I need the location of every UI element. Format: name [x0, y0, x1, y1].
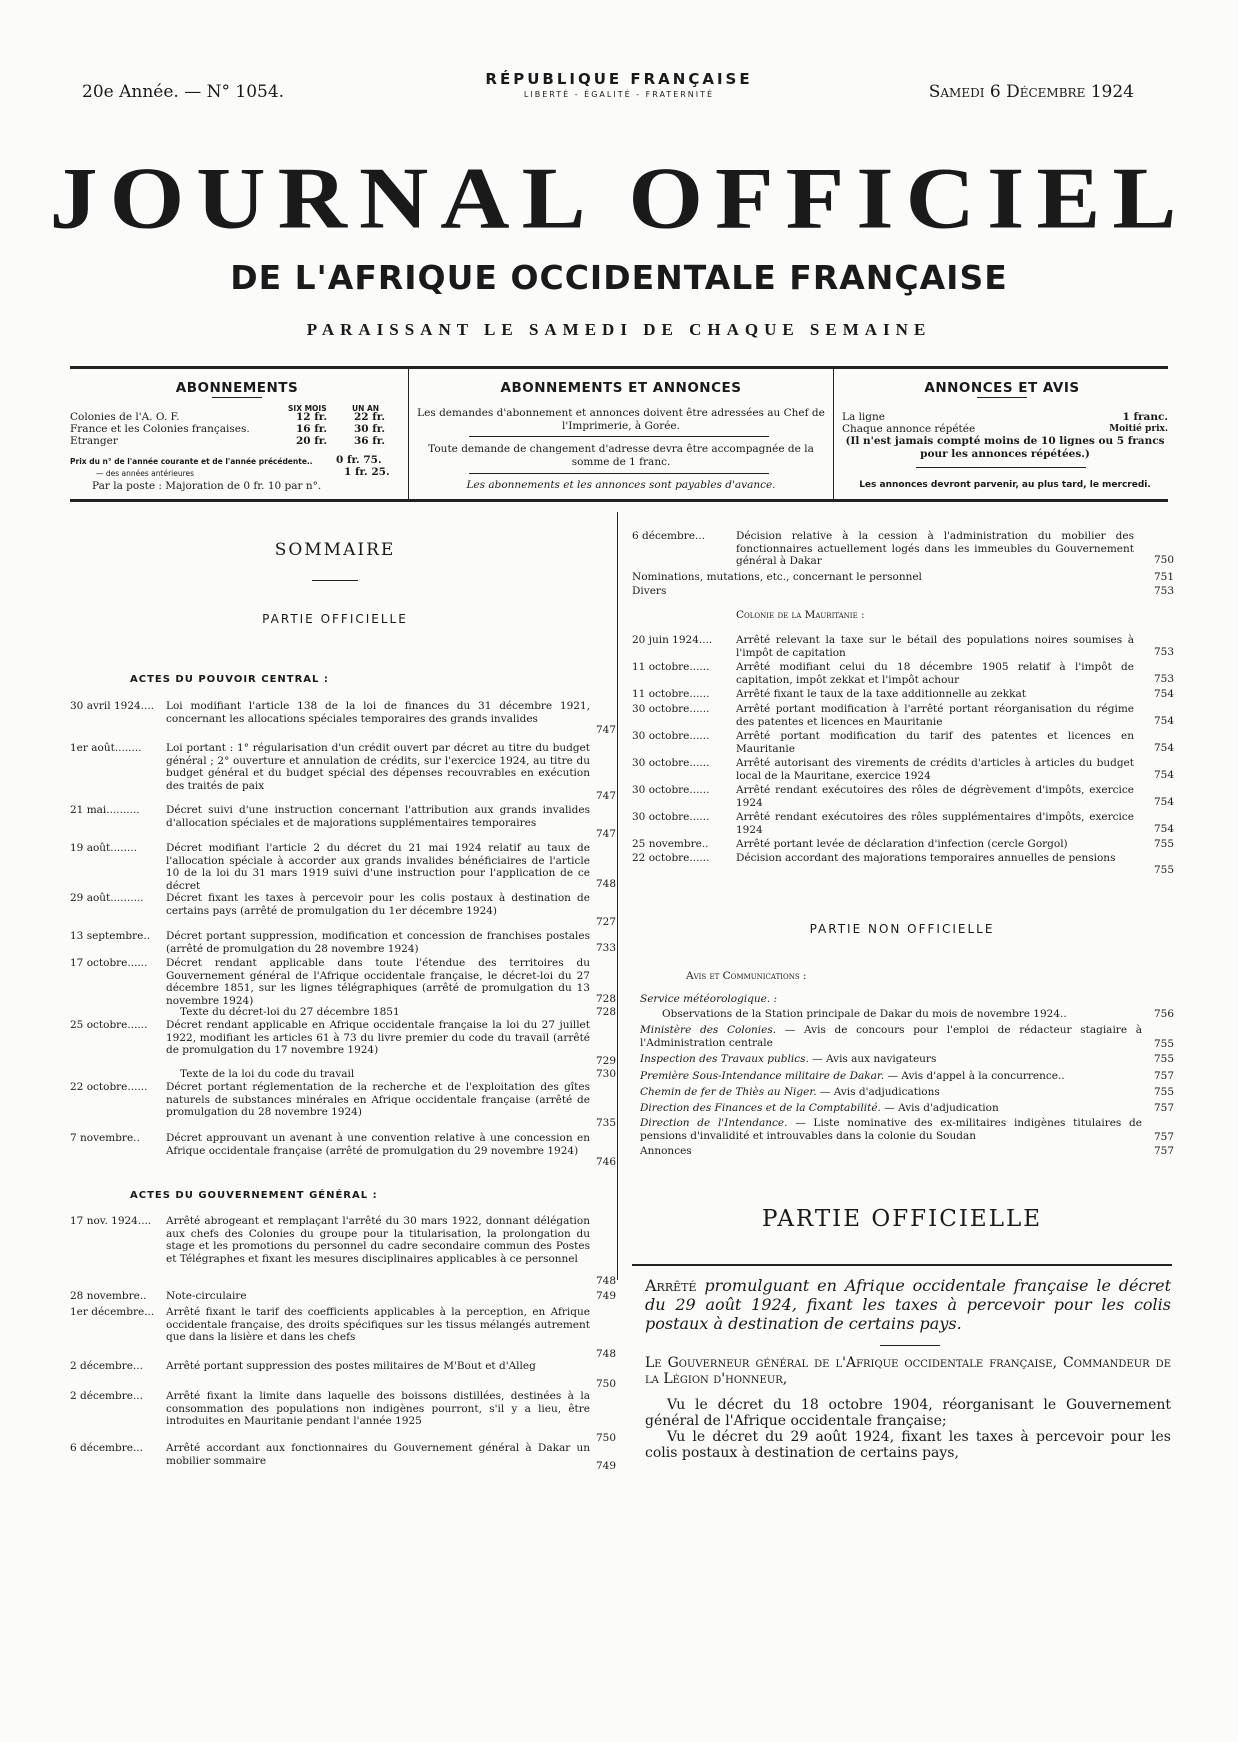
rate-row-3-label: Etranger	[70, 435, 118, 447]
rate-row-3-year: 36 fr.	[354, 435, 386, 447]
rate-row-2-six: 16 fr.	[296, 423, 328, 435]
vu-decret-1904: Vu le décret du 18 octobre 1904, réorganisant le Gouvernement général de l'Afrique occidentale française;	[645, 1397, 1171, 1429]
arrete-title: Arrêté promulguant en Afrique occidentale française le décret du 29 août 1924, fixant les taxes à percevoir pour les colis postaux à destination de certains pays.	[645, 1276, 1171, 1333]
rate-row-3-six: 20 fr.	[296, 435, 328, 447]
post-surcharge: Par la poste : Majoration de 0 fr. 10 par n°.	[92, 480, 322, 492]
annonces-avis-heading: ANNONCES ET AVIS	[924, 380, 1080, 396]
rate-row-1-six: 12 fr.	[296, 411, 328, 423]
repeat-value: Moitié prix.	[1109, 424, 1168, 434]
rule	[469, 436, 769, 437]
abonnements-heading: ABONNEMENTS	[175, 380, 299, 396]
journal-title: JOURNAL OFFICIEL	[49, 148, 1189, 247]
annonces-avis-column	[836, 369, 1168, 499]
rule	[916, 467, 1086, 468]
heading-rule	[977, 397, 1027, 398]
issue-date: Samedi 6 Décembre 1924	[928, 82, 1134, 102]
price-prior-value: 1 fr. 25.	[344, 466, 390, 478]
journal-page: 20e Année. — N° 1054. RÉPUBLIQUE FRANÇAISE LIBERTÉ - ÉGALITÉ - FRATERNITÉ Samedi 6 Décembre 1924 JOURNAL OFFICIEL DE L'AFRIQUE OCCIDENTALE FRANÇAISE PARAISSANT LE SAMEDI DE CHAQUE SEMAINE ABONNEMENTS SIX MOIS UN AN Colonies de l'A. O. F. 12 fr. 22 fr. France et les Colonies françaises. 16 fr. 30 fr. Etranger 20 fr. 36 fr. Prix du n° de l'année courante et de l'année précédente.. 0 fr. 75. — des années antérieures 1 fr. 25. Par la poste : Majoration de 0 fr. 10 par n°. ABONNEMENTS ET ANNONCES Les demandes d'abonnement et annonces doivent être adressées au Chef de l'Imprimerie, à Gorée. Toute demande de changement d'adresse devra être accompagnée de la somme de 1 franc. Les abonnements et les annonces sont payables d'avance. ANNONCES ET AVIS La ligne 1 franc. Chaque annonce répétée Moitié prix. (Il n'est jamais compté moins de 10 lignes ou 5 francs pour les annonces répétées.) Les annonces devront parvenir, au plus tard, le mercredi. SOMMAIRE PARTIE OFFICIELLE ACTES DU POUVOIR CENTRAL : 30 avril 1924.... Loi modifiant l'article 138 de la loi de finances du 31 décembre 1921, concernant les allocations spéciales temporaires des grands invalides 747 1er août........ Loi portant : 1° régularisation d'un crédit ouvert par décret au titre du budget général ; 2° ouverture et annulation de crédits, sur l'exercice 1924, au titre du budget général et du budget spécial des dépenses recouvrables en exécution des traités de paix 747 21 mai.......... Décret suivi d'une instruction concernant l'attribution aux grands invalides d'allocation spéciales et de majorations supplémentaires temporaires 747 19 août........ Décret modifiant l'article 2 du décret du 21 mai 1924 relatif au taux de l'allocation spéciale à accorder aux grands invalides bénéficiaires de l'article 10 de la loi du 31 mars 1919 suivi d'une instruction pour l'application de ce décret 748 29 août.......... Décret fixant les taxes à percevoir pour les colis postaux à destination de certains pays (arrêté de promulgation du 1er décembre 1924) 727 13 septembre.. Décret portant suppression, modification et concession de franchises postales (arrêté de promulgation du 28 novembre 1924) 733 17 octobre...... Décret rendant applicable dans toute l'étendue des territoires du Gouvernement général de l'Afrique occidentale française, le décret-loi du 27 décembre 1851, sur les lignes télégraphiques (arrêté de promulgation du 13 novembre 1924) 728 Texte du décret-loi du 27 décembre 1851 728 25 octobre...... Décret rendant applicable en Afrique occidentale française la loi du 27 juillet 1922, modifiant les articles 61 à 73 du livre premier du code du travail (arrêté de promulgation du 17 novembre 1924) 729 Texte de la loi du code du travail 730 22 octobre...... Décret portant réglementation de la recherche et de l'exploitation des gîtes naturels de substances minérales en Afrique occidentale française (arrêté de promulgation du 28 novembre 1924) 735 7 novembre.. Décret approuvant un avenant à une convention relative à une concession en Afrique occidentale française (arrêté de promulgation du 29 novembre 1924) 746 ACTES DU GOUVERNEMENT GÉNÉRAL : 17 nov. 1924.... Arrêté abrogeant et remplaçant l'arrêté du 30 mars 1922, donnant délégation aux chefs des Colonies du groupe pour la titularisation, la prolongation du stage et les promotions du personnel du cadre secondaire commun des Postes et Télégraphes et fixant les mesures disciplinaires applicables à ce personnel 748 28 novembre.. Note-circulaire 749 1er décembre... Arrêté fixant le tarif des coefficients applicables à la perception, en Afrique occidentale française, des droits spécifiques sur les tissus mélangés autrement que dans la lisière et dans les chefs 748 2 décembre... Arrêté portant suppression des postes militaires de M'Bout et d'Alleg 750 2 décembre... Arrêté fixant la limite dans laquelle des boissons distillées, destinées à la consommation des populations non indigènes pourront, s'il y a lieu, être introduites en Mauritanie pendant l'année 1925 750 6 décembre... Arrêté accordant aux fonctionnaires du Gouvernement général à Dakar un mobilier sommaire 749 6 décembre... Décision relative à la cession à l'administration du mobilier des fonctionnaires actuellement logés dans les immeubles du Gouvernement général à Dakar 750 Nominations, mutations, etc., concernant le personnel 751 Divers 753 Colonie de la Mauritanie : 20 juin 1924.... Arrêté relevant la taxe sur le bétail des populations noires soumises à l'impôt de capitation 753 11 octobre...... Arrêté modifiant celui du 18 décembre 1905 relatif à l'impôt de capitation, impôt zekkat et l'impôt achour 753 11 octobre...... Arrêté fixant le taux de la taxe additionnelle au zekkat 754 30 octobre...... Arrêté portant modification à l'arrêté portant réorganisation du régime des patentes et licences en Mauritanie 754 30 octobre...... Arrêté portant modification du tarif des patentes et licences en Mauritanie 754 30 octobre...... Arrêté autorisant des virements de crédits d'articles à articles du budget local de la Mauritane, exercice 1924 754 30 octobre...... Arrêté rendant exécutoires des rôles de dégrèvement d'impôts, exercice 1924 754 30 octobre...... Arrêté rendant exécutoires des rôles supplémentaires d'impôts, exercice 1924 754 25 novembre.. Arrêté portant levée de déclaration d'infection (cercle Gorgol) 755 22 octobre...... Décision accordant des majorations temporaires annuelles de pensions 755 PARTIE NON OFFICIELLE Avis et Communications : Service météorologique. : Observations de la Station principale de Dakar du mois de novembre 1924.. 756 Ministère des Colonies. — Avis de concours pour l'emploi de rédacteur stagiaire à l'Administration centrale 755 Inspection des Travaux publics. — Avis aux navigateurs 755 Première Sous-Intendance militaire de Dakar. — Avis d'appel à la concurrence.. 757 Chemin de fer de Thiès au Niger. — Avis d'adjudications 755 Direction des Finances et de la Comptabilité. — Avis d'adjudication 757 Direction de l'Intendance. — Liste nominative des ex-militaires indigènes titulaires de pensions d'invalidité et introuvables dans la colonie du Soudan 757 Annonces 757 PARTIE OFFICIELLE Arrêté promulguant en Afrique occidentale française le décret du 29 août 1924, fixant les taxes à percevoir pour les colis postaux à destination de certains pays. Le Gouverneur général de l'Afrique occidentale française, Commandeur de la Légion d'honneur, Vu le décret du 18 octobre 1904, réorganisant le Gouvernement général de l'Afrique occidentale française; Vu le décret du 29 août 1924, fixant les taxes à percevoir pour les colis postaux à destination de certains pays,	[0, 0, 1238, 1742]
rate-row-2-label: France et les Colonies françaises.	[70, 423, 250, 435]
rates-box	[70, 366, 1168, 502]
abonnements-annonces-column	[408, 369, 834, 499]
republic-label: RÉPUBLIQUE FRANÇAISE	[485, 70, 753, 88]
motto: LIBERTÉ - ÉGALITÉ - FRATERNITÉ	[523, 90, 715, 99]
rate-row-1-label: Colonies de l'A. O. F.	[70, 411, 180, 423]
abonnements-annonces-heading: ABONNEMENTS ET ANNONCES	[500, 380, 742, 396]
rate-row-2-year: 30 fr.	[354, 423, 386, 435]
partie-non-officielle-heading: PARTIE NON OFFICIELLE	[809, 922, 995, 936]
heading-rule	[212, 397, 262, 398]
rule	[880, 1345, 940, 1346]
price-current-value: 0 fr. 75.	[336, 454, 382, 466]
gouverneur-line: Le Gouverneur général de l'Afrique occidentale française, Commandeur de la Légion d'honneur,	[645, 1355, 1171, 1387]
sommaire-partie-officielle: PARTIE OFFICIELLE	[262, 612, 408, 626]
col-six-mois: SIX MOIS	[288, 404, 327, 413]
avis-communications-heading: Avis et Communications :	[686, 970, 807, 982]
ligne-label: La ligne	[842, 411, 885, 423]
publication-frequency: PARAISSANT LE SAMEDI DE CHAQUE SEMAINE	[306, 320, 932, 339]
deadline-note: Les annonces devront parvenir, au plus tard, le mercredi.	[859, 480, 1151, 490]
section-gouvernement-general: ACTES DU GOUVERNEMENT GÉNÉRAL :	[130, 1190, 378, 1201]
colonie-mauritanie-heading: Colonie de la Mauritanie :	[736, 609, 865, 621]
journal-subtitle: DE L'AFRIQUE OCCIDENTALE FRANÇAISE	[230, 258, 1008, 297]
price-prior-label: — des années antérieures	[96, 469, 195, 478]
partie-officielle-heading: PARTIE OFFICIELLE	[761, 1206, 1043, 1232]
col-un-an: UN AN	[352, 404, 380, 413]
rule	[469, 473, 769, 474]
minimum-note: (Il n'est jamais compté moins de 10 lignes ou 5 francs pour les annonces répétées.)	[845, 435, 1165, 460]
vu-decret-1924: Vu le décret du 29 août 1924, fixant les taxes à percevoir pour les colis postaux à destination de certains pays,	[645, 1429, 1171, 1461]
ligne-value: 1 franc.	[1122, 411, 1168, 423]
year-issue: 20e Année. — N° 1054.	[82, 82, 285, 102]
abonnement-address-note: Les demandes d'abonnement et annonces doivent être adressées au Chef de l'Imprimerie, à Gorée.	[417, 407, 825, 432]
payable-advance-note: Les abonnements et les annonces sont payables d'avance.	[466, 479, 776, 491]
column-divider	[617, 512, 618, 1280]
sommaire-title: SOMMAIRE	[274, 540, 396, 560]
section-pouvoir-central: ACTES DU POUVOIR CENTRAL :	[130, 674, 329, 685]
change-address-note: Toute demande de changement d'adresse devra être accompagnée de la somme de 1 franc.	[428, 443, 814, 468]
price-current-label: Prix du n° de l'année courante et de l'année précédente..	[70, 457, 313, 466]
rate-row-1-year: 22 fr.	[354, 411, 386, 423]
rule	[312, 580, 358, 581]
repeat-label: Chaque annonce répétée	[842, 423, 976, 435]
rule	[632, 1264, 1172, 1266]
abonnements-column	[70, 369, 404, 499]
